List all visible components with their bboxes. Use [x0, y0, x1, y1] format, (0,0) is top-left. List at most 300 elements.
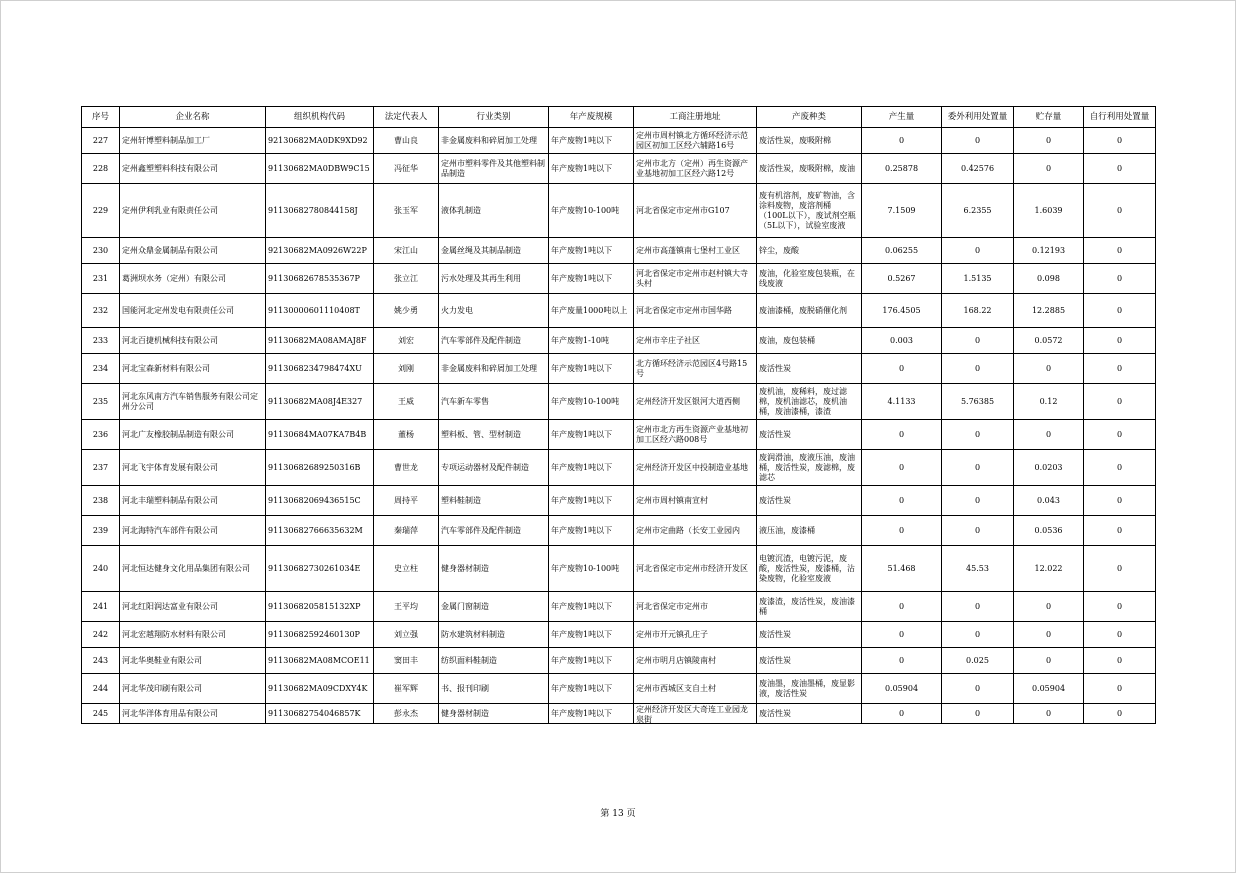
cell-legal-rep-text: 曹山良: [394, 135, 418, 145]
cell-industry-text: 专项运动器材及配件制造: [441, 462, 529, 472]
cell-company-text: 河北丰瑞塑料制品有限公司: [122, 495, 218, 505]
cell-self-disposed-text: 0: [1116, 396, 1123, 406]
cell-scale: [549, 648, 634, 674]
cell-scale-text: 年产废物1吨以下: [551, 708, 613, 718]
cell-legal-rep-text: 张玉军: [394, 205, 418, 215]
cell-scale-text: 年产废物10-100吨: [551, 563, 620, 573]
cell-waste-type: [757, 516, 862, 546]
table-row: [82, 294, 1156, 328]
cell-stored-text: 1.6039: [1034, 205, 1063, 215]
cell-waste-type-text: 液压油，废漆桶: [759, 525, 815, 535]
cell-seq-text: 228: [92, 163, 109, 173]
cell-outsourced-text: 0: [974, 363, 981, 373]
cell-outsourced-text: 0: [974, 629, 981, 639]
cell-company-text: 河北海特汽车部件有限公司: [122, 525, 218, 535]
cell-stored-text: 0.0203: [1034, 462, 1063, 472]
cell-industry-text: 火力发电: [441, 305, 473, 315]
cell-seq: [82, 450, 120, 486]
cell-address: [634, 328, 757, 354]
cell-seq-text: 235: [92, 396, 109, 406]
cell-produced: [862, 128, 942, 154]
cell-seq-text: 239: [92, 525, 109, 535]
cell-company: [120, 648, 266, 674]
cell-produced-text: 4.1133: [887, 396, 916, 406]
cell-waste-type: [757, 674, 862, 704]
cell-industry: [439, 486, 549, 516]
cell-company-text: 河北飞宇体育发展有限公司: [122, 462, 218, 472]
cell-outsourced: [942, 184, 1014, 238]
cell-self-disposed-text: 0: [1116, 655, 1123, 665]
cell-legal-rep-text: 姚少勇: [394, 305, 418, 315]
cell-seq-text: 241: [92, 601, 109, 611]
cell-scale: [549, 238, 634, 264]
cell-address: [634, 154, 757, 184]
cell-company: [120, 622, 266, 648]
cell-company: [120, 516, 266, 546]
cell-outsourced-text: 0: [974, 135, 981, 145]
cell-outsourced-text: 0: [974, 495, 981, 505]
cell-address: [634, 704, 757, 724]
cell-self-disposed-text: 0: [1116, 601, 1123, 611]
cell-outsourced-text: 0.42576: [960, 163, 995, 173]
col-header-seq: 序号: [82, 107, 120, 128]
cell-waste-type-text: 废活性炭，废吸附棉: [759, 135, 831, 145]
cell-company: [120, 154, 266, 184]
cell-address-text: 北方循环经济示范园区4号路15号: [636, 358, 748, 378]
cell-org-code-text: 91130682MA08MCOE11: [268, 655, 370, 665]
cell-produced-text: 51.468: [887, 563, 916, 573]
cell-org-code-text: 91130682MA0DBW9C15: [268, 163, 370, 173]
table-row: [82, 354, 1156, 384]
cell-waste-type: [757, 294, 862, 328]
cell-stored-text: 0: [1045, 708, 1052, 718]
cell-produced: [862, 674, 942, 704]
cell-org-code: [266, 648, 374, 674]
cell-seq: [82, 592, 120, 622]
cell-address: [634, 238, 757, 264]
cell-org-code: [266, 328, 374, 354]
cell-company-text: 河北东风南方汽车销售服务有限公司定州分公司: [122, 391, 258, 411]
cell-stored-text: 0: [1045, 363, 1052, 373]
cell-scale: [549, 154, 634, 184]
cell-produced-text: 0.06255: [884, 245, 919, 255]
cell-org-code: [266, 546, 374, 592]
cell-legal-rep-text: 曹世龙: [394, 462, 418, 472]
cell-seq: [82, 516, 120, 546]
cell-self-disposed: [1084, 486, 1156, 516]
cell-produced-text: 176.4505: [882, 305, 921, 315]
page-number: 第 13 页: [600, 809, 636, 819]
cell-industry: [439, 450, 549, 486]
cell-industry-text: 书、报刊印刷: [441, 683, 489, 693]
cell-industry: [439, 516, 549, 546]
cell-waste-type: [757, 648, 862, 674]
cell-scale-text: 年产废物1吨以下: [551, 683, 613, 693]
cell-scale-text: 年产废物1吨以下: [551, 429, 613, 439]
cell-org-code: [266, 486, 374, 516]
cell-address: [634, 592, 757, 622]
cell-outsourced-text: 0: [974, 525, 981, 535]
col-header-industry: 行业类别: [439, 107, 549, 128]
cell-industry-text: 金属丝绳及其制品制造: [441, 245, 521, 255]
cell-outsourced: [942, 154, 1014, 184]
cell-seq-text: 243: [92, 655, 109, 665]
cell-waste-type-text: 废油墨，废油墨桶，废显影液，废活性炭: [759, 678, 855, 698]
cell-org-code: [266, 238, 374, 264]
cell-stored-text: 0: [1045, 655, 1052, 665]
cell-stored: [1014, 264, 1084, 294]
col-header-stored: 贮存量: [1014, 107, 1084, 128]
cell-scale: [549, 184, 634, 238]
cell-address-text: 定州市辛庄子社区: [636, 335, 700, 345]
cell-address-text: 定州市北方（定州）再生资源产业基地初加工区经六路12号: [636, 158, 748, 178]
cell-stored: [1014, 546, 1084, 592]
cell-legal-rep-text: 冯征华: [394, 163, 418, 173]
cell-outsourced: [942, 450, 1014, 486]
cell-scale: [549, 294, 634, 328]
cell-company: [120, 384, 266, 420]
cell-stored-text: 0.043: [1037, 495, 1060, 505]
cell-scale: [549, 486, 634, 516]
cell-legal-rep: [374, 154, 439, 184]
cell-industry-text: 非金属废料和碎屑加工处理: [441, 363, 537, 373]
cell-industry-text: 健身器材制造: [441, 563, 489, 573]
cell-company-text: 河北红阳润达富业有限公司: [122, 601, 218, 611]
cell-self-disposed: [1084, 238, 1156, 264]
cell-legal-rep-text: 彭永杰: [394, 708, 418, 718]
cell-seq: [82, 384, 120, 420]
cell-outsourced-text: 6.2355: [963, 205, 992, 215]
cell-seq-text: 245: [92, 708, 109, 718]
cell-seq: [82, 648, 120, 674]
cell-industry-text: 塑料板、管、型材制造: [441, 429, 521, 439]
cell-industry: [439, 294, 549, 328]
cell-org-code: [266, 674, 374, 704]
cell-scale: [549, 420, 634, 450]
cell-seq-text: 227: [92, 135, 109, 145]
cell-outsourced: [942, 648, 1014, 674]
cell-seq-text: 237: [92, 462, 109, 472]
cell-waste-type-text: 废油漆桶，废脱硝催化剂: [759, 305, 847, 315]
col-header-scale: 年产废规模: [549, 107, 634, 128]
cell-waste-type: [757, 384, 862, 420]
cell-waste-type: [757, 128, 862, 154]
cell-legal-rep: [374, 294, 439, 328]
cell-waste-type: [757, 420, 862, 450]
cell-company: [120, 486, 266, 516]
cell-industry: [439, 154, 549, 184]
cell-self-disposed-text: 0: [1116, 708, 1123, 718]
cell-waste-type-text: 废活性炭，废吸附棉，废油: [759, 163, 855, 173]
cell-address: [634, 622, 757, 648]
cell-produced-text: 0.5267: [887, 273, 916, 283]
cell-outsourced: [942, 128, 1014, 154]
cell-legal-rep-text: 宋江山: [394, 245, 418, 255]
cell-address: [634, 294, 757, 328]
cell-org-code-text: 92130682MA0926W22P: [268, 245, 367, 255]
cell-legal-rep: [374, 704, 439, 724]
cell-outsourced-text: 0: [974, 245, 981, 255]
cell-self-disposed-text: 0: [1116, 305, 1123, 315]
cell-legal-rep-text: 王平均: [394, 601, 418, 611]
cell-industry-text: 金属门窗制造: [441, 601, 489, 611]
cell-waste-type-text: 锌尘，废酸: [759, 245, 799, 255]
cell-outsourced: [942, 622, 1014, 648]
cell-waste-type: [757, 622, 862, 648]
cell-self-disposed-text: 0: [1116, 563, 1123, 573]
cell-stored: [1014, 154, 1084, 184]
cell-company: [120, 674, 266, 704]
cell-org-code-text: 91130682754046857K: [268, 708, 361, 718]
cell-scale-text: 年产废物1吨以下: [551, 495, 613, 505]
cell-seq: [82, 238, 120, 264]
cell-stored: [1014, 128, 1084, 154]
cell-outsourced: [942, 384, 1014, 420]
cell-stored-text: 0: [1045, 601, 1052, 611]
cell-self-disposed-text: 0: [1116, 245, 1123, 255]
cell-outsourced-text: 1.5135: [963, 273, 992, 283]
cell-waste-type-text: 废机油，废稀料，废过滤棉，废机油滤芯，废机油桶，废油漆桶，漆渣: [759, 386, 847, 416]
cell-produced: [862, 592, 942, 622]
cell-industry: [439, 592, 549, 622]
cell-address-text: 定州市北方再生资源产业基地初加工区经六路008号: [636, 424, 748, 444]
cell-outsourced: [942, 592, 1014, 622]
cell-stored: [1014, 354, 1084, 384]
cell-seq: [82, 622, 120, 648]
cell-company-text: 定州轩博塑料制品加工厂: [122, 135, 210, 145]
cell-scale-text: 年产废物1吨以下: [551, 135, 613, 145]
cell-legal-rep: [374, 516, 439, 546]
cell-produced: [862, 294, 942, 328]
cell-self-disposed: [1084, 516, 1156, 546]
cell-self-disposed: [1084, 328, 1156, 354]
cell-org-code-text: 9113068205815132XP: [268, 601, 361, 611]
cell-address: [634, 354, 757, 384]
cell-self-disposed-text: 0: [1116, 205, 1123, 215]
cell-scale: [549, 592, 634, 622]
cell-industry: [439, 264, 549, 294]
cell-industry: [439, 384, 549, 420]
cell-self-disposed-text: 0: [1116, 429, 1123, 439]
cell-waste-type: [757, 592, 862, 622]
table-row: [82, 328, 1156, 354]
col-header-self-disposed: 自行利用处置量: [1084, 107, 1156, 128]
cell-company: [120, 128, 266, 154]
cell-produced-text: 0: [898, 629, 905, 639]
cell-industry-text: 污水处理及其再生利用: [441, 273, 521, 283]
cell-produced-text: 0: [898, 135, 905, 145]
cell-company-text: 河北恒达健身文化用品集团有限公司: [122, 563, 250, 573]
cell-scale: [549, 674, 634, 704]
cell-waste-type: [757, 184, 862, 238]
cell-legal-rep: [374, 264, 439, 294]
cell-legal-rep-text: 窦田丰: [394, 655, 418, 665]
cell-legal-rep: [374, 128, 439, 154]
cell-industry: [439, 704, 549, 724]
cell-org-code: [266, 128, 374, 154]
cell-seq: [82, 294, 120, 328]
cell-org-code-text: 9113068234798474XU: [268, 363, 362, 373]
cell-org-code-text: 91130682MA08J4E327: [268, 396, 363, 406]
cell-org-code: [266, 450, 374, 486]
cell-self-disposed-text: 0: [1116, 163, 1123, 173]
cell-address: [634, 128, 757, 154]
enterprise-waste-table: [81, 106, 1156, 724]
cell-company-text: 河北百捷机械科技有限公司: [122, 335, 218, 345]
cell-seq-text: 229: [92, 205, 109, 215]
cell-stored-text: 0.05904: [1031, 683, 1066, 693]
table-row: [82, 238, 1156, 264]
cell-seq: [82, 674, 120, 704]
cell-industry-text: 液体乳制造: [441, 205, 481, 215]
cell-produced: [862, 486, 942, 516]
cell-outsourced-text: 0.025: [966, 655, 989, 665]
col-header-org-code: 组织机构代码: [266, 107, 374, 128]
cell-address-text: 河北省保定市定州市国华路: [636, 305, 732, 315]
cell-address: [634, 420, 757, 450]
cell-produced-text: 0.003: [890, 335, 913, 345]
cell-produced-text: 0.25878: [884, 163, 919, 173]
cell-seq: [82, 546, 120, 592]
table-row: [82, 184, 1156, 238]
cell-outsourced: [942, 516, 1014, 546]
cell-address-text: 河北省保定市定州市: [636, 601, 708, 611]
cell-seq: [82, 264, 120, 294]
cell-scale-text: 年产废物1吨以下: [551, 525, 613, 535]
cell-waste-type: [757, 354, 862, 384]
table-header-row: [82, 107, 1156, 128]
cell-legal-rep-text: 刘刚: [398, 363, 414, 373]
cell-org-code: [266, 384, 374, 420]
cell-seq: [82, 328, 120, 354]
cell-scale: [549, 704, 634, 724]
cell-waste-type-text: 废活性炭: [759, 708, 791, 718]
cell-produced: [862, 184, 942, 238]
cell-seq-text: 236: [92, 429, 109, 439]
cell-produced: [862, 264, 942, 294]
cell-legal-rep-text: 史立柱: [394, 563, 418, 573]
cell-legal-rep: [374, 354, 439, 384]
cell-org-code-text: 91130682MA09CDXY4K: [268, 683, 368, 693]
cell-outsourced: [942, 420, 1014, 450]
cell-produced: [862, 546, 942, 592]
cell-company: [120, 328, 266, 354]
col-header-address: 工商注册地址: [634, 107, 757, 128]
cell-waste-type-text: 废油，化验室废包装瓶，在线废液: [759, 268, 855, 288]
cell-stored: [1014, 516, 1084, 546]
cell-stored-text: 12.022: [1034, 563, 1063, 573]
cell-industry-text: 汽车新车零售: [441, 396, 489, 406]
cell-stored-text: 12.2885: [1031, 305, 1066, 315]
cell-stored: [1014, 592, 1084, 622]
cell-company: [120, 184, 266, 238]
cell-waste-type-text: 废漆渣，废活性炭，废油漆桶: [759, 596, 855, 616]
cell-produced: [862, 648, 942, 674]
cell-self-disposed-text: 0: [1116, 135, 1123, 145]
cell-self-disposed: [1084, 648, 1156, 674]
cell-scale: [549, 546, 634, 592]
cell-stored: [1014, 420, 1084, 450]
cell-stored: [1014, 294, 1084, 328]
cell-org-code: [266, 154, 374, 184]
cell-address: [634, 546, 757, 592]
cell-seq: [82, 420, 120, 450]
col-header-outsourced: 委外利用处置量: [942, 107, 1014, 128]
cell-industry: [439, 184, 549, 238]
cell-self-disposed: [1084, 294, 1156, 328]
cell-stored: [1014, 238, 1084, 264]
cell-legal-rep-text: 张立江: [394, 273, 418, 283]
cell-stored: [1014, 384, 1084, 420]
cell-address: [634, 384, 757, 420]
cell-produced: [862, 622, 942, 648]
cell-waste-type: [757, 238, 862, 264]
cell-stored-text: 0: [1045, 429, 1052, 439]
cell-stored-text: 0: [1045, 135, 1052, 145]
cell-stored-text: 0: [1045, 163, 1052, 173]
cell-legal-rep: [374, 648, 439, 674]
cell-outsourced: [942, 486, 1014, 516]
table-row: [82, 450, 1156, 486]
cell-produced: [862, 420, 942, 450]
cell-stored-text: 0.0536: [1034, 525, 1063, 535]
cell-scale-text: 年产废物10-100吨: [551, 205, 620, 215]
cell-industry-text: 非金属废料和碎屑加工处理: [441, 135, 537, 145]
cell-industry: [439, 648, 549, 674]
cell-company-text: 河北宏越翔防水材料有限公司: [122, 629, 226, 639]
cell-stored-text: 0.12: [1039, 396, 1058, 406]
table-row: [82, 648, 1156, 674]
cell-outsourced-text: 0: [974, 462, 981, 472]
cell-self-disposed: [1084, 184, 1156, 238]
cell-company-text: 河北华洋体育用品有限公司: [122, 708, 218, 718]
cell-address-text: 定州市西城区支自土村: [636, 683, 716, 693]
cell-org-code-text: 91130000601110408T: [268, 305, 360, 315]
cell-industry-text: 汽车零部件及配件制造: [441, 335, 521, 345]
table-row: [82, 420, 1156, 450]
cell-company: [120, 704, 266, 724]
cell-waste-type: [757, 450, 862, 486]
cell-produced-text: 0: [898, 601, 905, 611]
cell-produced: [862, 354, 942, 384]
cell-produced-text: 0: [898, 363, 905, 373]
cell-self-disposed: [1084, 704, 1156, 724]
cell-legal-rep-text: 刘宏: [398, 335, 414, 345]
cell-outsourced: [942, 704, 1014, 724]
cell-seq-text: 242: [92, 629, 109, 639]
table-row: [82, 674, 1156, 704]
cell-address: [634, 674, 757, 704]
cell-self-disposed: [1084, 450, 1156, 486]
cell-scale-text: 年产废物1吨以下: [551, 163, 613, 173]
cell-scale: [549, 450, 634, 486]
cell-legal-rep: [374, 592, 439, 622]
cell-scale: [549, 328, 634, 354]
cell-legal-rep: [374, 486, 439, 516]
cell-self-disposed-text: 0: [1116, 363, 1123, 373]
cell-company-text: 河北华奥鞋业有限公司: [122, 655, 202, 665]
cell-industry: [439, 546, 549, 592]
cell-legal-rep-text: 崔军辉: [394, 683, 418, 693]
table-row: [82, 154, 1156, 184]
cell-seq-text: 244: [92, 683, 109, 693]
cell-address-text: 定州市明月店镇陵南村: [636, 655, 716, 665]
cell-address: [634, 648, 757, 674]
cell-address-text: 定州市周村镇南宣村: [636, 495, 708, 505]
cell-self-disposed-text: 0: [1116, 683, 1123, 693]
cell-industry-text: 塑料鞋制造: [441, 495, 481, 505]
cell-produced-text: 0: [898, 462, 905, 472]
